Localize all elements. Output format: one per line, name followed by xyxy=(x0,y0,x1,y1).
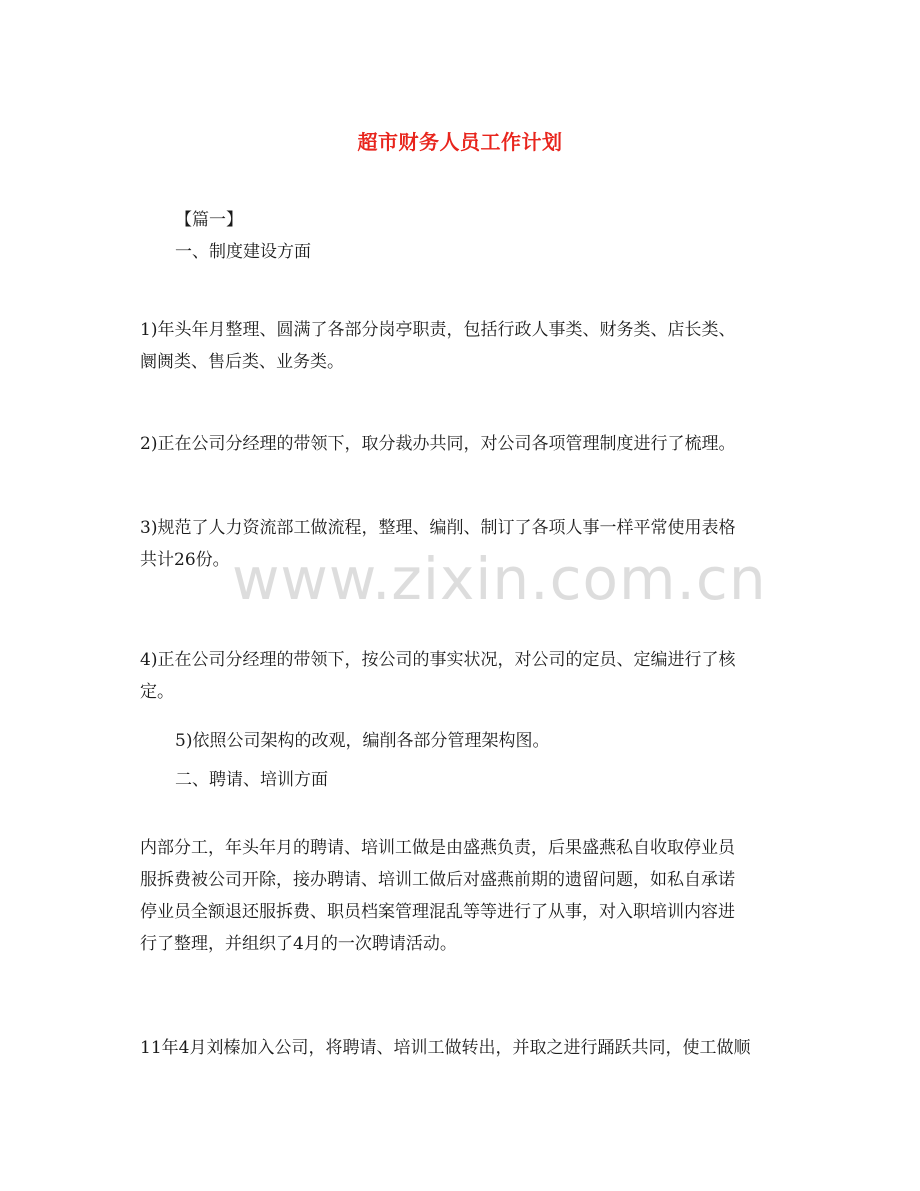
paragraph-1 xyxy=(140,832,785,960)
section-marker: 【篇一】 xyxy=(175,210,243,230)
document-title: 超市财务人员工作计划 xyxy=(357,130,563,154)
item-4 xyxy=(140,644,785,708)
item-2-line-1: 2)正在公司分经理的带领下，取分裁办共同，对公司各项管理制度进行了梳理。 xyxy=(140,434,736,454)
item-1-line-2: 阛阓类、售后类、业务类。 xyxy=(140,352,344,372)
item-1-line-1: 1)年头年月整理、圆满了各部分岗亭职责，包括行政人事类、财务类、店长类、 xyxy=(140,320,736,340)
heading-recruitment-training: 二、聘请、培训方面 xyxy=(175,770,328,790)
item-2 xyxy=(140,428,785,460)
paragraph-1-line-4: 行了整理，并组织了4月的一次聘请活动。 xyxy=(140,934,457,954)
item-3 xyxy=(140,512,785,576)
paragraph-1-line-3: 停业员全额退还服拆费、职员档案管理混乱等等进行了从事，对入职培训内容进 xyxy=(140,902,735,922)
item-3-line-2: 共计26份。 xyxy=(140,550,230,570)
paragraph-1-line-1: 内部分工，年头年月的聘请、培训工做是由盛燕负责，后果盛燕私自收取停业员 xyxy=(140,838,735,858)
paragraph-2-line-1: 11年4月刘榛加入公司，将聘请、培训工做转出，并取之进行踊跃共同，使工做顺 xyxy=(140,1038,751,1058)
item-1 xyxy=(140,314,785,378)
heading-system-building: 一、制度建设方面 xyxy=(175,242,311,262)
paragraph-2 xyxy=(140,1032,785,1064)
item-3-line-1: 3)规范了人力资流部工做流程，整理、编削、制订了各项人事一样平常使用表格 xyxy=(140,518,736,538)
paragraph-1-line-2: 服拆费被公司开除，接办聘请、培训工做后对盛燕前期的遗留问题，如私自承诺 xyxy=(140,870,735,890)
item-4-line-1: 4)正在公司分经理的带领下，按公司的事实状况，对公司的定员、定编进行了核 xyxy=(140,650,736,670)
watermark-text: www.zixin.com.cn xyxy=(232,545,767,613)
item-4-line-2: 定。 xyxy=(140,682,174,702)
item-5: 5)依照公司架构的改观，编削各部分管理架构图。 xyxy=(175,731,550,751)
